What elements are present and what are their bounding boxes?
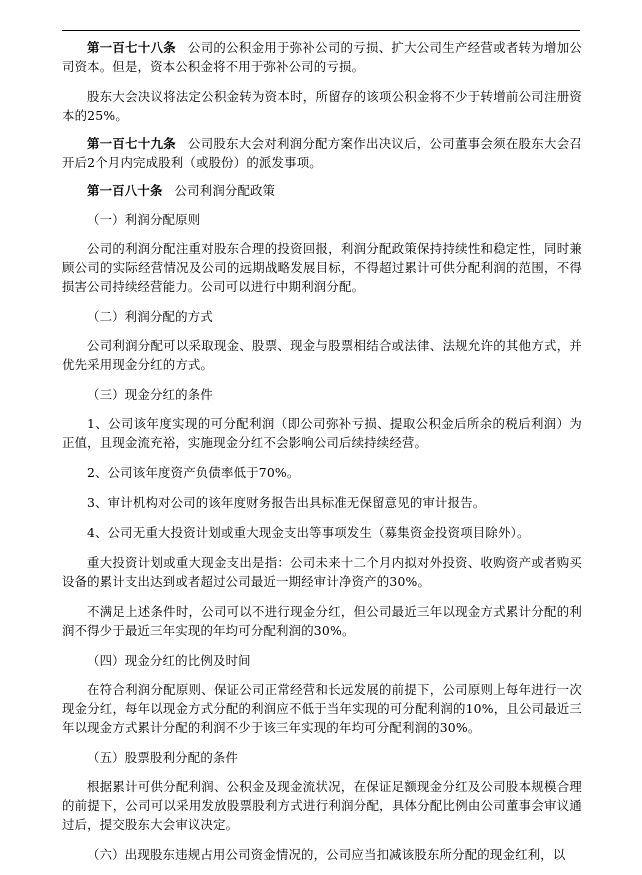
paragraph: 2、公司该年度资产负债率低于70%。: [87, 465, 300, 480]
section-heading: （五）股票股利分配的条件: [87, 750, 239, 765]
article-number: 第一百七十九条: [87, 136, 176, 151]
paragraph: 公司的利润分配注重对股东合理的投资回报，利润分配政策保持持续性和稳定性，同时兼顾公司的实际经营情况及公司的远期战略发展目标，不得超过累计可供分配利润的范围，不得损害公司持续经营能力。公司可以进行中期利润分配。: [62, 241, 582, 294]
paragraph: 4、公司无重大投资计划或重大现金支出等事项发生（募集资金投资项目除外）。: [87, 525, 530, 540]
paragraph: 3、审计机构对公司的该年度财务报告出具标准无保留意见的审计报告。: [87, 495, 486, 510]
paragraph: 重大投资计划或重大现金支出是指：公司未来十二个月内拟对外投资、收购资产或者购买设备的累计支出达到或者超过公司最近一期经审计净资产的30%。: [62, 555, 582, 589]
section-heading: （一）利润分配原则: [87, 212, 201, 227]
section-heading: （二）利润分配的方式: [87, 309, 213, 324]
article-text: 公司利润分配政策: [174, 183, 276, 198]
paragraph: 不满足上述条件时，公司可以不进行现金分红，但公司最近三年以现金方式累计分配的利润不得少于最近三年实现的年均可分配利润的30%。: [62, 604, 582, 638]
document-body: [62, 38, 582, 875]
article-text: 公司股东大会对利润分配方案作出决议后，公司董事会须在股东大会召开后2个月内完成股利（或股份）的派发事项。: [62, 136, 582, 170]
article-text: 公司的公积金用于弥补公司的亏损、扩大公司生产经营或者转为增加公司资本。但是，资本公积金将不用于弥补公司的亏损。: [62, 40, 582, 74]
paragraph: 股东大会决议将法定公积金转为资本时，所留存的该项公积金将不少于转增前公司注册资本的25%。: [62, 89, 582, 123]
article-number: 第一百七十八条: [87, 40, 176, 55]
paragraph: 在符合利润分配原则、保证公司正常经营和长远发展的前提下，公司原则上每年进行一次现金分红，每年以现金方式分配的利润应不低于当年实现的可分配利润的10%，且公司最近三年以现金方式累计分配的利润不少于该三年实现的年均可分配利润的30%。: [62, 682, 582, 735]
paragraph: 根据累计可供分配利润、公积金及现金流状况，在保证足额现金分红及公司股本规模合理的前提下，公司可以采用发放股票股利方式进行利润分配，具体分配比例由公司董事会审议通过后，提交股东大会审议决定。: [62, 779, 582, 832]
article-178: [62, 38, 582, 76]
article-180: [62, 181, 582, 200]
paragraph: 1、公司该年度实现的可分配利润（即公司弥补亏损、提取公积金后所余的税后利润）为正值，且现金流充裕，实施现金分红不会影响公司后续持续经营。: [62, 416, 582, 450]
article-number: 第一百八十条: [87, 183, 163, 198]
article-179: [62, 134, 582, 172]
paragraph: （六）出现股东违规占用公司资金情况的，公司应当扣减该股东所分配的现金红利，以: [87, 847, 566, 862]
header-rule: [62, 30, 580, 31]
section-heading: （三）现金分红的条件: [87, 387, 213, 402]
section-heading: （四）现金分红的比例及时间: [87, 653, 251, 668]
paragraph: 公司利润分配可以采取现金、股票、现金与股票相结合或法律、法规允许的其他方式，并优先采用现金分红的方式。: [62, 338, 582, 372]
